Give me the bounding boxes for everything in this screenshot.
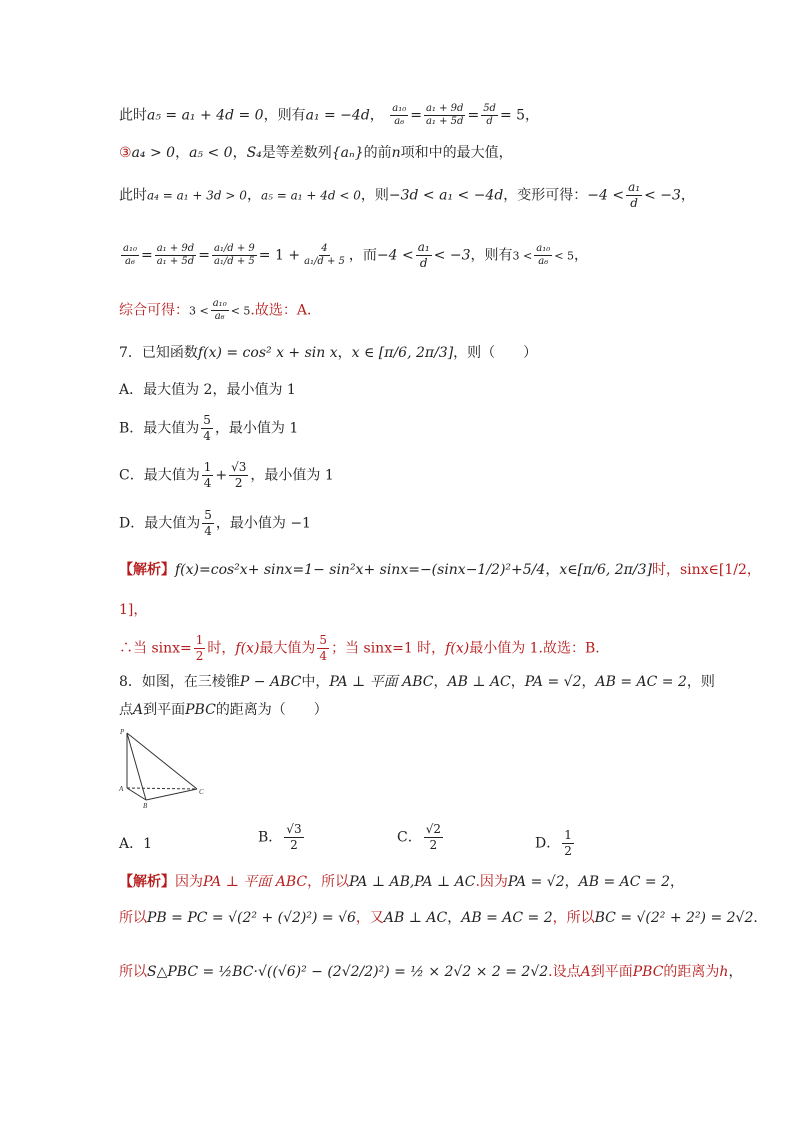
text: 因为 — [175, 874, 203, 890]
solution-tag: 【解析】 — [119, 874, 175, 890]
math: {aₙ} — [331, 145, 364, 161]
math: < 5 — [230, 304, 251, 318]
text: ，所以 — [552, 910, 595, 926]
fraction: $\frac{\text{a₁ + 9d}}{\text{a₁ + 5d}}$ — [156, 243, 195, 267]
line-3 — [119, 180, 695, 211]
fraction: $\frac{\text{a₁}}{d}$ — [628, 180, 641, 210]
math: 3 < — [512, 249, 533, 263]
fraction: $\frac{\text{a₁₀}}{\text{a₆}}$ — [123, 243, 137, 267]
math: PB = PC = √(2² + (√2)²) = √6 — [147, 910, 356, 926]
solution-8-line-1 — [119, 872, 684, 892]
q8-option-b[interactable] — [258, 822, 306, 853]
text: 1]， — [119, 602, 148, 618]
edge-bc — [146, 789, 197, 800]
math: PBC — [632, 964, 664, 980]
math: −4 < — [376, 247, 414, 264]
text: ，又 — [355, 910, 384, 926]
fraction: $\frac{\text{a₁/d + 9}}{\text{a₁/d + 5}}$ — [213, 243, 255, 267]
text: ， — [545, 562, 560, 578]
text: ，而 — [348, 247, 377, 264]
text: D．最大值为 — [119, 515, 201, 532]
math: PBC — [185, 702, 216, 718]
math: < −3 — [644, 187, 681, 204]
text: 点 — [119, 702, 133, 718]
text: 所以 — [119, 910, 147, 926]
fraction: $\frac{\text{a₁₀}}{\text{a₆}}$ — [536, 243, 551, 267]
math: a₅ = a₁ + 4d = 0 — [147, 107, 264, 124]
text: .因为 — [475, 874, 508, 890]
math: < 5 — [554, 249, 574, 263]
math: + — [215, 467, 228, 484]
q7-option-b[interactable] — [119, 413, 298, 444]
math: sinx∈[1/2， — [679, 562, 761, 578]
text: 项和中的最大值， — [400, 145, 513, 161]
math: x∈[π/6, 2π/3] — [559, 562, 652, 578]
text: ， — [337, 345, 352, 361]
text: 中， — [301, 674, 330, 690]
text: ， — [447, 910, 462, 926]
solution-7-cont — [119, 600, 147, 620]
text: ， — [525, 107, 540, 124]
line-4: $\frac{\text{a₁₀}}{\text{a₆}}$ = $\frac{\text{a₁ + 9d}}{\text{a₁ + 5d}}$ = $\frac{\text{a₁/d + 9}}{\text{a₁/d + 5}}$ = 1 + $\frac{4}{\text{a₁/d + 5}}$ ，而−4 < $\frac{\text{a₁}}{d}$ < −3，则有3 < $\frac{\text{a₁₀}}{\text{a₆}}$ < 5， — [123, 240, 588, 270]
text: .故选：A． — [250, 302, 321, 319]
text: ，变形可得： — [503, 187, 588, 204]
math: f(x) — [235, 640, 260, 657]
text: ， — [564, 874, 579, 890]
text: 时， — [207, 640, 236, 657]
text: B． — [258, 829, 283, 846]
text: 的距离为（ ） — [215, 702, 328, 718]
math: A — [133, 702, 144, 718]
q7-option-d[interactable] — [119, 508, 311, 539]
text: 所以 — [119, 964, 147, 980]
math: PA = √2 — [524, 674, 582, 690]
math: n — [391, 145, 401, 161]
text: C．最大值为 — [119, 467, 200, 484]
text: 最小值为 1.故选：B. — [469, 640, 600, 657]
text: ，最小值为 1 — [214, 420, 299, 437]
text: ， — [670, 874, 684, 890]
text: A．1 — [119, 836, 153, 852]
text: ，则有 — [470, 247, 513, 264]
text: ， — [573, 247, 588, 264]
fraction: $\frac{1}{2}$ — [195, 633, 204, 663]
text: ，则有 — [263, 107, 306, 124]
text: A．最大值为 2，最小值为 1 — [119, 382, 296, 398]
text: D． — [535, 835, 561, 852]
math: f(x)=cos²x+ sinx=1− sin²x+ sinx=−(sinx−1/2)²+5/4 — [175, 562, 546, 578]
math: = 5 — [499, 107, 526, 124]
text: ，则 — [686, 674, 715, 690]
q8-option-d[interactable] — [535, 828, 576, 859]
math: AB ⊥ AC — [383, 910, 448, 926]
math: x ∈ [π/6, 2π/3] — [351, 345, 454, 361]
math: AB = AC = 2 — [595, 674, 687, 690]
text: 到平面 — [590, 964, 633, 980]
text: ， — [680, 187, 695, 204]
line-2 — [119, 143, 513, 163]
q8-option-c[interactable] — [397, 822, 445, 853]
text: 最大值为 — [259, 640, 316, 657]
q7-option-c[interactable] — [119, 460, 334, 491]
math: PA ⊥ 平面 ABC — [329, 674, 434, 690]
circled-number: ③ — [119, 145, 132, 161]
fraction: $\frac{√3}{2}$ — [286, 822, 302, 852]
math: a₄ > 0 — [131, 145, 176, 161]
math: AB = AC = 2 — [578, 874, 670, 890]
math: −4 < — [587, 187, 625, 204]
q7-option-a[interactable] — [119, 380, 296, 400]
label-a: A — [119, 785, 124, 793]
math: BC = √(2² + 2²) = 2√2 — [594, 910, 754, 926]
text: ， — [246, 187, 261, 204]
math: a₁ = −4d — [305, 107, 370, 124]
text: ，最小值为 1 — [250, 467, 334, 484]
solution-8-line-2 — [119, 908, 767, 928]
text: 7．已知函数 — [119, 345, 198, 361]
text: ， — [728, 964, 743, 980]
text: ， — [581, 674, 596, 690]
text: 是等差数列 — [261, 145, 332, 161]
math: a₄ = a₁ + 3d > 0 — [147, 188, 247, 203]
text: B．最大值为 — [119, 420, 200, 437]
fraction: $\frac{\text{a₁ + 9d}}{\text{a₁ + 5d}}$ — [425, 103, 464, 127]
line-1: 此时a₅ = a₁ + 4d = 0，则有a₁ = −4d， $\frac{\text{a₁₀}}{\text{a₆}}$ = $\frac{\text{a₁ + 9d}}{\text{a₁ + 5d}}$ = $\frac{5d}{d}$ = 5， — [119, 103, 540, 127]
fraction: $\frac{\text{a₁}}{d}$ — [417, 240, 430, 270]
fraction: $\frac{\text{a₁₀}}{\text{a₆}}$ — [392, 103, 407, 127]
text: ， — [175, 145, 190, 161]
text: ，所以 — [307, 874, 350, 890]
math: PA = √2 — [507, 874, 565, 890]
text: ，最小值为 −1 — [215, 515, 311, 532]
math: A — [580, 964, 591, 980]
text: 综合可得： — [119, 302, 189, 319]
solution-7-conclusion — [119, 633, 600, 664]
text: ， — [433, 674, 448, 690]
fraction: $\frac{√3}{2}$ — [231, 460, 247, 490]
math: a₅ = a₁ + 4d < 0 — [260, 188, 361, 203]
text: 8．如图，在三棱锥 — [119, 674, 240, 690]
edge-pc — [127, 733, 197, 789]
text: ；当 sinx=1 时， — [331, 640, 446, 657]
solution-7 — [119, 560, 761, 580]
label-b: B — [143, 802, 148, 810]
text: C． — [397, 829, 422, 846]
text: ，则 — [360, 187, 389, 204]
math: P − ABC — [239, 674, 302, 690]
text: 此时 — [119, 107, 147, 124]
math: = 1 + — [258, 247, 301, 264]
label-c: C — [199, 788, 204, 796]
fraction: $\frac{4}{\text{a₁/d + 5}}$ — [304, 243, 345, 267]
fraction: $\frac{√2}{2}$ — [425, 822, 441, 852]
math: PA ⊥ AB,PA ⊥ AC — [349, 874, 476, 890]
text: 时， — [651, 562, 680, 578]
math: f(x) = cos² x + sin x — [197, 345, 338, 361]
text: 到平面 — [143, 702, 186, 718]
text: ∴当 sinx= — [119, 640, 192, 657]
fraction: $\frac{5}{4}$ — [319, 633, 328, 663]
solution-tag: 【解析】 — [119, 562, 175, 578]
text: 的前 — [363, 145, 392, 161]
text: ， — [510, 674, 525, 690]
text: ． — [753, 910, 768, 926]
math: < −3 — [433, 247, 471, 264]
math: −3d < a₁ < −4d — [388, 187, 504, 204]
question-7-stem — [119, 343, 537, 363]
label-p: P — [120, 728, 125, 736]
fraction: $\frac{5d}{d}$ — [483, 103, 496, 127]
math: a₅ < 0 — [189, 145, 233, 161]
fraction: $\frac{1}{2}$ — [564, 828, 572, 858]
fraction: $\frac{\text{a₁₀}}{\text{a₆}}$ — [212, 298, 227, 322]
solution-8-line-3 — [119, 962, 742, 982]
fraction: $\frac{5}{4}$ — [204, 508, 212, 538]
math: AB = AC = 2 — [461, 910, 553, 926]
text: 的距离为 — [663, 964, 720, 980]
q8-option-a[interactable] — [119, 833, 152, 853]
math: AB ⊥ AC — [447, 674, 511, 690]
text: ， — [369, 107, 384, 124]
math: 3 < — [189, 304, 209, 318]
fraction: $\frac{1}{4}$ — [203, 460, 212, 490]
math: S₄ — [246, 145, 262, 161]
question-8-stem-2 — [119, 700, 328, 720]
math: PA ⊥ 平面 ABC — [203, 874, 308, 890]
line-5 — [119, 298, 321, 323]
math: h — [719, 964, 729, 980]
text: .设点 — [548, 964, 581, 980]
question-8-stem-1 — [119, 672, 715, 692]
math: f(x) — [445, 640, 470, 657]
tetrahedron-figure — [115, 728, 215, 810]
text: 此时 — [119, 187, 147, 204]
edge-ac-hidden — [127, 788, 197, 789]
text: ，则（ ） — [453, 345, 538, 361]
fraction: $\frac{5}{4}$ — [203, 413, 211, 443]
text: ， — [232, 145, 247, 161]
math: S△PBC = ½BC·√((√6)² − (2√2/2)²) = ½ × 2√2 × 2 = 2√2 — [147, 964, 549, 980]
